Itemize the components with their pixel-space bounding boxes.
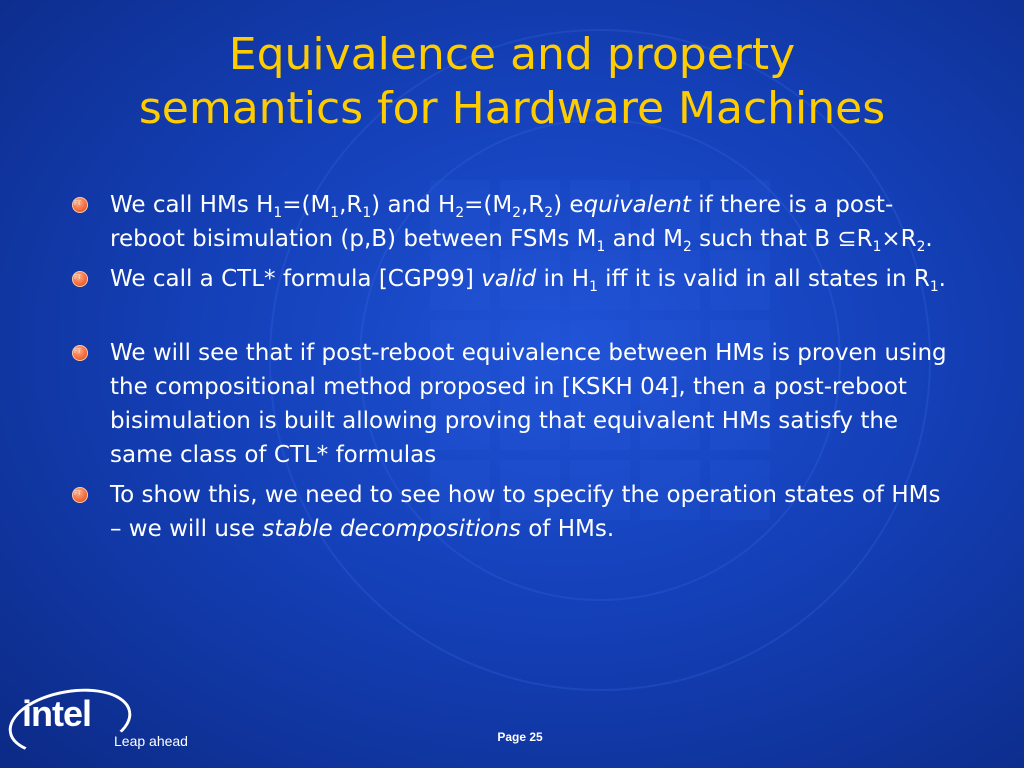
bullet-stable-decompositions: FT To show this, we need to see how to specify the operation states of HMs – we will use stable decompositions of HMs. — [72, 478, 952, 546]
bullet-icon — [72, 487, 88, 503]
bullet-equivalent-definition: FT We call HMs $H_1=(M_1,R_1)$ and $H_2=(M_2,R_2)$ equivalent if there is a post-reboot bisimulation (p,B) between FSMs $M_1$ and $M_2$ such that B $⊆R_1\times R_2$. — [72, 188, 952, 256]
bullet-valid-definition: FT We call a CTL* formula [CGP99] valid in $H_1$ iff it is valid in all states in $R_1$. — [72, 262, 952, 296]
intel-logo-tagline: Leap ahead — [114, 733, 188, 749]
slide-title — [40, 28, 984, 136]
slide-title-line2: semantics for Hardware Machines — [138, 83, 886, 134]
bullet-icon — [72, 197, 88, 213]
page-number: Page 25 — [497, 730, 543, 744]
bullet-list — [72, 188, 952, 552]
bullet-icon — [72, 271, 88, 287]
slide-title-line1: Equivalence and property — [228, 29, 796, 80]
bullet-compositional-method: FT We will see that if post-reboot equivalence between HMs is proven using the compositional method proposed in [KSKH 04], then a post-reboot bisimulation is built allowing proving that equivalent HMs satisfy the same class of CTL* formulas — [72, 336, 952, 472]
bullet-icon — [72, 345, 88, 361]
intel-logo-word: intel — [22, 693, 92, 734]
intel-logo — [8, 688, 198, 760]
